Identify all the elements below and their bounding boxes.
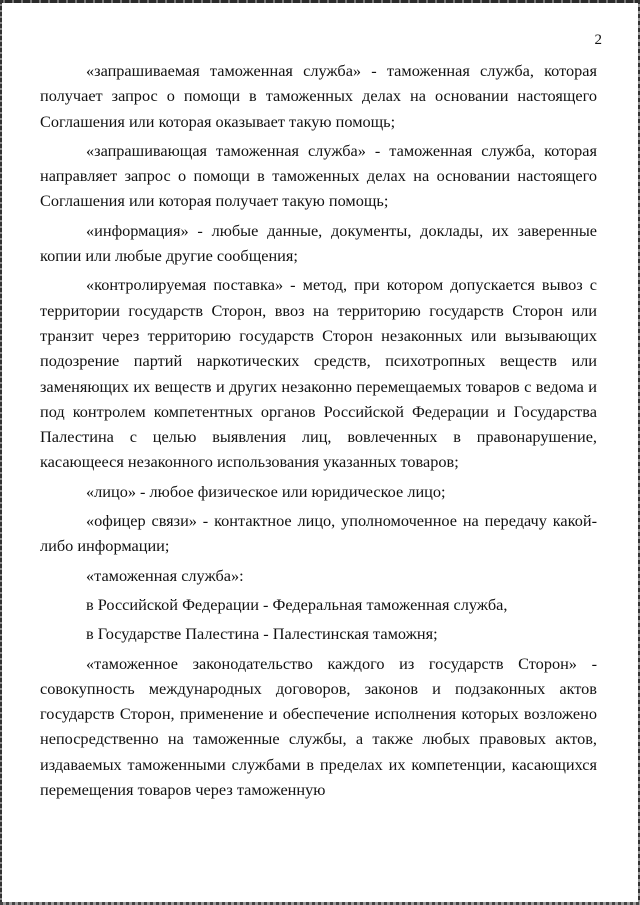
- scan-edge-left: [0, 0, 2, 905]
- definition-controlled-delivery: «контролируемая поставка» - метод, при котором допускается вывоз с территории государств Сторон, ввоз на территорию государств Сторон или транзит через территорию государств Сторон незаконных или вызывающих подозрение партий наркотических средств, психотропных веществ или заменяющих их веществ и других незаконно перемещаемых товаров с ведома и под контролем компетентных органов Российской Федерации и Государства Палестина с целью выявления лиц, вовлеченных в правонарушение, касающееся незаконного использования указанных товаров;: [40, 275, 597, 472]
- customs-service-russia: в Российской Федерации - Федеральная таможенная служба,: [86, 594, 508, 614]
- definition-requesting-service: «запрашивающая таможенная служба» - таможенная служба, которая направляет запрос о помощи в таможенных делах на основании настоящего Соглашения или которая получает такую помощь;: [40, 140, 597, 211]
- customs-service-palestine: в Государстве Палестина - Палестинская таможня;: [86, 624, 438, 644]
- definition-information: «информация» - любые данные, документы, доклады, их заверенные копии или любые другие сообщения;: [40, 220, 597, 266]
- document-body: [40, 58, 597, 802]
- definition-customs-legislation: «таможенное законодательство каждого из государств Сторон» - совокупность международных договоров, законов и подзаконных актов государств Сторон, применение и обеспечение исполнения которых возложено непосредственно на таможенные службы, а также любых правовых актов, издаваемых таможенными службами в пределах их компетенции, касающихся перемещения товаров через таможенную: [40, 653, 597, 800]
- definition-customs-service: «таможенная служба»:: [86, 565, 244, 585]
- definition-person: «лицо» - любое физическое или юридическое лицо;: [86, 481, 446, 501]
- page-number: 2: [594, 32, 602, 48]
- definition-requested-service: «запрашиваемая таможенная служба» - таможенная служба, которая получает запрос о помощи в таможенных делах на основании настоящего Соглашения или которая оказывает такую помощь;: [40, 61, 597, 131]
- definition-liaison-officer: «офицер связи» - контактное лицо, уполномоченное на передачу какой-либо информации;: [40, 511, 597, 556]
- scan-edge-top: [0, 0, 640, 3]
